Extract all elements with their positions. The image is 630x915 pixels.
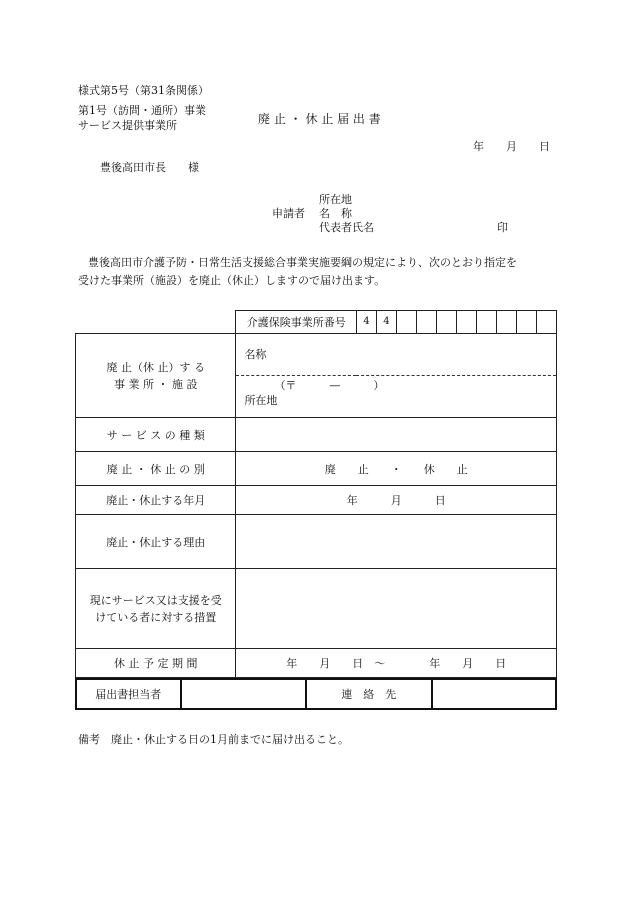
- contact-field[interactable]: [432, 679, 556, 709]
- category-line-1: 第1号（訪問・通所）事業: [78, 104, 206, 117]
- closure-date-value[interactable]: 年 月 日: [236, 486, 557, 515]
- office-number-label: 介護保険事業所番号: [236, 311, 357, 334]
- office-digit-10[interactable]: [536, 311, 556, 333]
- office-digit-2[interactable]: 4: [376, 311, 396, 333]
- office-number-row: [76, 311, 557, 334]
- remarks-note: 備考 廃止・休止する日の1月前までに届け出ること。: [78, 733, 349, 746]
- office-digit-8[interactable]: [496, 311, 516, 333]
- submission-date: 年 月 日: [473, 140, 550, 153]
- reason-row: [76, 515, 557, 569]
- period-label: 休 止 予 定 期 間: [76, 649, 236, 678]
- measures-field[interactable]: [236, 569, 557, 649]
- contact-row: [76, 679, 556, 709]
- closure-type-label: 廃 止 ・ 休 止 の 別: [76, 452, 236, 486]
- period-value[interactable]: 年 月 日 〜 年 月 日: [236, 649, 557, 678]
- office-number-digits: [357, 311, 556, 333]
- office-digit-1[interactable]: 4: [363, 316, 370, 327]
- seal-mark: 印: [497, 221, 508, 234]
- closure-date-label: 廃止・休止する年月: [76, 486, 236, 515]
- facility-label: [76, 334, 236, 418]
- facility-label-line-1: 廃 止（休 止）す る: [106, 360, 205, 374]
- facility-name-label: 名称: [244, 348, 267, 361]
- period-row: [76, 649, 557, 678]
- measures-label-line-1: 現にサービス又は支援を受: [89, 593, 222, 607]
- service-type-row: [76, 418, 557, 452]
- applicant-rep-label: 代表者氏名: [319, 221, 374, 234]
- facility-name-field[interactable]: [236, 334, 557, 376]
- facility-name-row: [76, 334, 557, 376]
- person-in-charge-field[interactable]: [181, 679, 306, 709]
- service-type-field[interactable]: [236, 418, 557, 452]
- category-line-2: サービス提供事業所: [78, 119, 177, 132]
- facility-address-label: 所在地: [244, 394, 278, 407]
- closure-date-row: [76, 486, 557, 515]
- closure-type-value[interactable]: 廃 止 ・ 休 止: [236, 452, 557, 486]
- measures-label: [76, 569, 236, 649]
- applicant-address-label: 所在地: [319, 193, 352, 206]
- office-digit-4[interactable]: [416, 311, 436, 333]
- office-digit-3[interactable]: [396, 311, 416, 333]
- office-digit-6[interactable]: [456, 311, 476, 333]
- measures-label-line-2: けている者に対する措置: [95, 610, 217, 624]
- contact-table: [75, 678, 557, 710]
- office-digit-9[interactable]: [516, 311, 536, 333]
- office-number-field[interactable]: [356, 311, 556, 334]
- closure-type-row: [76, 452, 557, 486]
- office-digit-7[interactable]: [476, 311, 496, 333]
- contact-label: 連 絡 先: [306, 679, 432, 709]
- applicant-label: 申請者: [272, 207, 305, 220]
- service-type-label: サ ー ビ ス の 種 類: [76, 418, 236, 452]
- document-title: 廃 止 ・ 休 止 届 出 書: [258, 112, 381, 126]
- intro-line-1: 豊後高田市介護予防・日常生活支援総合事業実施要綱の規定により、次のとおり指定を: [88, 256, 517, 269]
- intro-line-2: 受けた事業所（施設）を廃止（休止）しますので届け出ます。: [78, 274, 386, 287]
- notification-table: [75, 310, 557, 678]
- reason-field[interactable]: [236, 515, 557, 569]
- postal-code: （〒 — ）: [274, 379, 385, 392]
- applicant-name-label: 名 称: [319, 207, 352, 220]
- facility-address-field[interactable]: [236, 376, 557, 418]
- facility-label-line-2: 事 業 所 ・ 施 設: [113, 377, 198, 391]
- reason-label: 廃止・休止する理由: [76, 515, 236, 569]
- person-in-charge-label: 届出書担当者: [76, 679, 181, 709]
- office-digit-5[interactable]: [436, 311, 456, 333]
- form-number: 様式第5号（第31条関係）: [78, 84, 209, 97]
- measures-row: [76, 569, 557, 649]
- addressee: 豊後高田市長 様: [100, 161, 199, 174]
